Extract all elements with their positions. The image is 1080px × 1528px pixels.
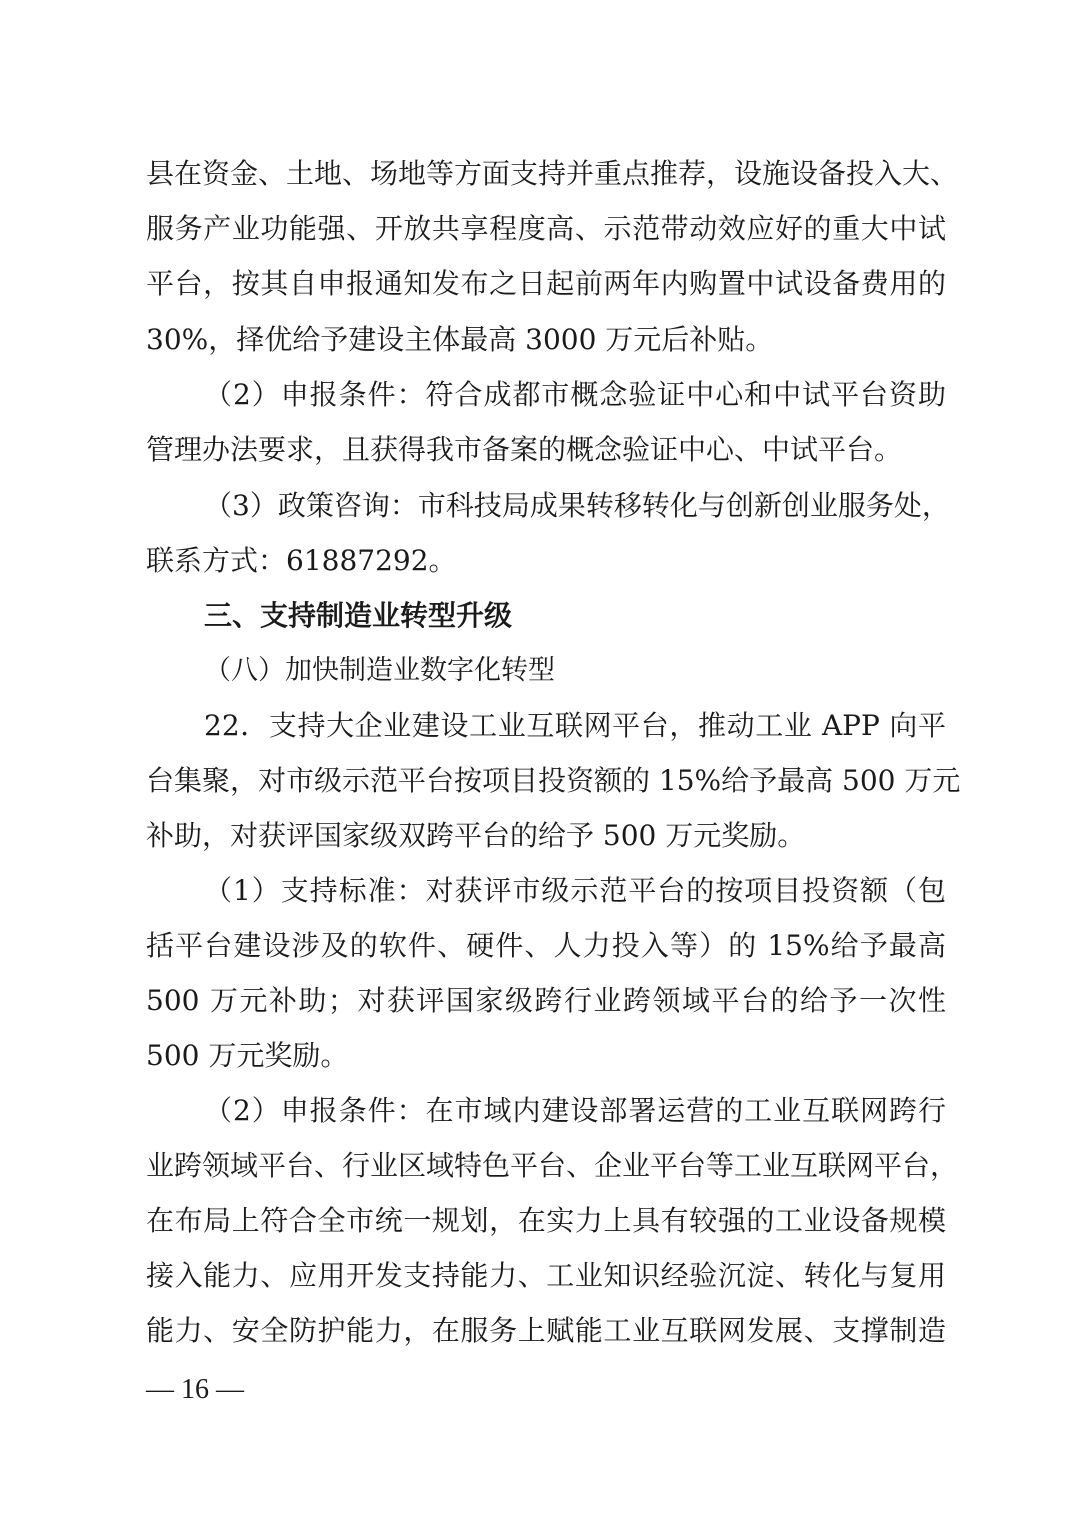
text-line: 业跨领域平台、行业区域特色平台、企业平台等工业互联网平台， xyxy=(146,1149,959,1182)
section-heading: 三、支持制造业转型升级 xyxy=(204,599,513,632)
subsection-heading: （八）加快制造业数字化转型 xyxy=(204,655,555,686)
text-line: 平台，按其自申报通知发布之日起前两年内购置中试设备费用的 xyxy=(146,267,946,300)
text-line: 台集聚，对市级示范平台按项目投资额的 15%给予最高 500 万元 xyxy=(146,764,961,797)
text-line: 22．支持大企业建设工业互联网平台，推动工业 APP 向平 xyxy=(204,709,946,742)
text-line: 县在资金、土地、场地等方面支持并重点推荐，设施设备投入大、 xyxy=(146,157,959,190)
text-line: （2）申报条件：在市域内建设部署运营的工业互联网跨行 xyxy=(204,1094,946,1127)
text-line: （3）政策咨询：市科技局成果转移转化与创新创业服务处， xyxy=(204,489,950,522)
text-line: 30%，择优给予建设主体最高 3000 万元后补贴。 xyxy=(146,323,774,356)
text-line: 服务产业功能强、开放共享程度高、示范带动效应好的重大中试 xyxy=(146,212,946,245)
text-line: 在布局上符合全市统一规划，在实力上具有较强的工业设备规模 xyxy=(146,1204,946,1237)
page-number: — 16 — xyxy=(146,1374,244,1405)
text-line: （1）支持标准：对获评市级示范平台的按项目投资额（包 xyxy=(204,874,946,907)
text-line: 管理办法要求，且获得我市备案的概念验证中心、中试平台。 xyxy=(146,433,903,466)
text-line: （2）申报条件：符合成都市概念验证中心和中试平台资助 xyxy=(204,378,946,411)
text-line: 500 万元奖励。 xyxy=(146,1039,349,1072)
text-line: 补助，对获评国家级双跨平台的给予 500 万元奖励。 xyxy=(146,819,806,852)
text-line: 联系方式：61887292。 xyxy=(146,544,457,577)
text-line: 括平台建设涉及的软件、硬件、人力投入等）的 15%给予最高 xyxy=(146,929,946,962)
text-line: 500 万元补助；对获评国家级跨行业跨领域平台的给予一次性 xyxy=(146,984,946,1017)
text-line: 接入能力、应用开发支持能力、工业知识经验沉淀、转化与复用 xyxy=(146,1259,946,1292)
text-line: 能力、安全防护能力，在服务上赋能工业互联网发展、支撑制造 xyxy=(146,1314,946,1347)
